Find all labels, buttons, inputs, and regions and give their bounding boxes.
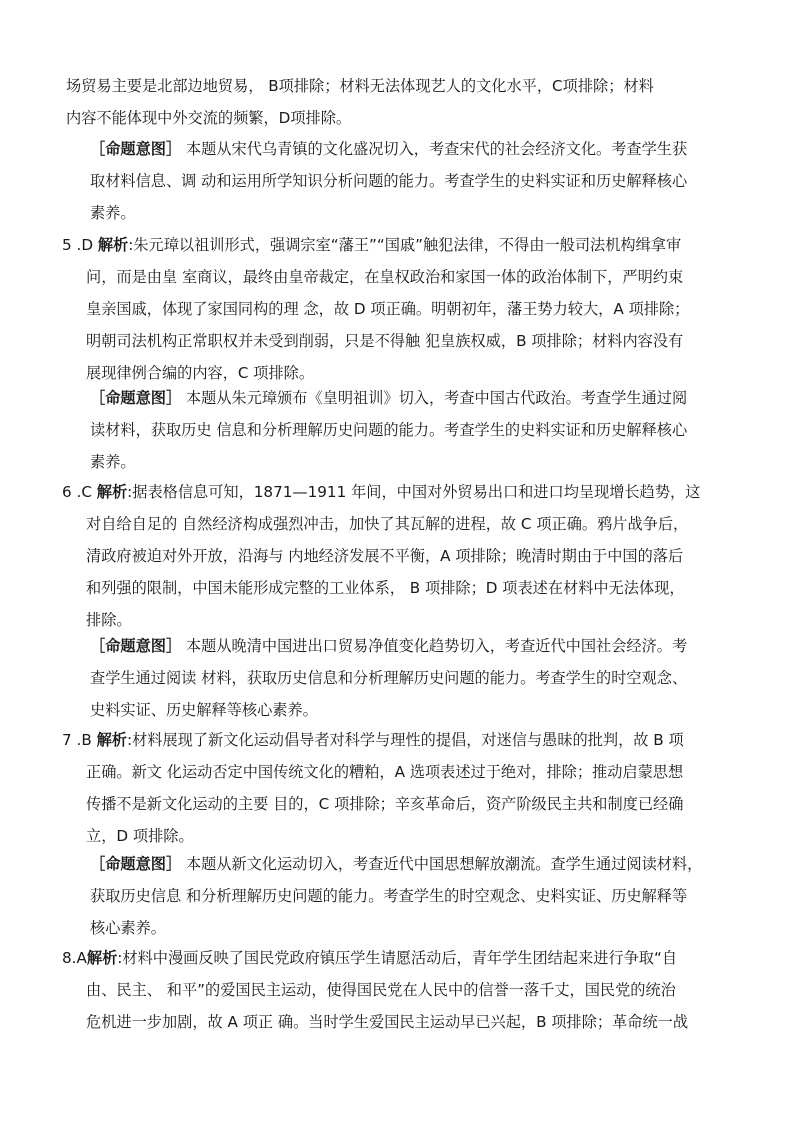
- intent-label: ［命题意图］: [90, 855, 182, 873]
- answer-paragraph-6: [62, 476, 724, 636]
- text-line: 明朝司法机构正常职权并未受到削弱，只是不得触 犯皇族权威，B 项排除；材料内容没有: [86, 332, 684, 350]
- intent-label: ［命题意图］: [90, 140, 182, 158]
- text-line: 传播不是新文化运动的主要 目的，C 项排除；辛亥革命后，资产阶级民主共和制度已经确: [86, 795, 684, 813]
- intent-label: ［命题意图］: [90, 389, 182, 407]
- answer-number: 8.A: [62, 949, 87, 967]
- text-line: 正确。新文 化运动否定中国传统文化的糟粕，A 选项表述过于绝对，排除；推动启蒙思想: [86, 763, 684, 781]
- answer-number: 6 .C: [62, 483, 92, 501]
- text-line: :朱元璋以祖训形式，强调宗室“藩王”“国戚”触犯法律，不得由一般司法机构缉拿审: [128, 236, 682, 254]
- text-line: :材料展现了新文化运动倡导者对科学与理性的提倡，对迷信与愚昧的批判，故 B 项: [126, 731, 684, 749]
- answer-number: 5 .D: [62, 236, 94, 254]
- text-line: 危机进一步加剧，故 A 项正 确。当时学生爱国民主运动早已兴起，B 项排除；革命统一战: [86, 1013, 689, 1031]
- text-line: 查学生通过阅读 材料，获取历史信息和分析理解历史问题的能力。考查学生的时空观念、: [90, 669, 688, 687]
- text-line: 和列强的限制，中国未能形成完整的工业体系， B 项排除；D 项表述在材料中无法体现，: [86, 579, 685, 597]
- text-line: 排除。: [86, 611, 132, 629]
- text-line: :据表格信息可知，1871—1911 年间，中国对外贸易出口和进口均呈现增长趋势，这: [127, 483, 701, 501]
- intent-paragraph: [66, 848, 728, 944]
- text-line: 对自给自足的 自然经济构成强烈冲击，加快了其瓦解的进程，故 C 项正确。鸦片战争后，: [86, 515, 689, 533]
- text-line: 展现律例合编的内容，C 项排除。: [86, 364, 315, 382]
- text-line: 皇亲国戚，体现了家国同构的理 念，故 D 项正确。明朝初年，藩王势力较大，A 项排除；: [86, 300, 690, 318]
- text-line: 立，D 项排除。: [86, 827, 194, 845]
- intro-paragraph: [66, 70, 728, 134]
- intent-paragraph: [66, 133, 728, 229]
- analysis-label: 解析: [97, 236, 129, 254]
- intent-paragraph: [66, 630, 728, 726]
- text-line: 本题从新文化运动切入，考查近代中国思想解放潮流。查学生通过阅读材料，: [181, 855, 703, 873]
- text-line: 素养。: [90, 453, 136, 471]
- answer-paragraph-8: [62, 942, 724, 1038]
- text-line: 读材料，获取历史 信息和分析理解历史问题的能力。考查学生的史料实证和历史解释核心: [90, 421, 688, 439]
- text-line: 问，而是由皇 室商议，最终由皇帝裁定，在皇权政治和家国一体的政治体制下，严明约束: [86, 268, 684, 286]
- text-line: 本题从朱元璋颁布《皇明祖训》切入，考查中国古代政治。考查学生通过阅: [181, 389, 688, 407]
- analysis-label: 解析: [96, 483, 128, 501]
- text-line: 核心素养。: [90, 919, 166, 937]
- answer-number: 7 .B: [62, 731, 92, 749]
- intent-paragraph: [66, 382, 728, 478]
- text-line: 获取历史信息 和分析理解历史问题的能力。考查学生的时空观念、史料实证、历史解释等: [90, 887, 688, 905]
- text-line: 取材料信息、调 动和运用所学知识分析问题的能力。考查学生的史料实证和历史解释核心: [90, 172, 688, 190]
- answer-paragraph-5: [62, 229, 724, 389]
- text-line: 内容不能体现中外交流的频繁，D项排除。: [66, 109, 352, 127]
- text-line: 本题从宋代乌青镇的文化盛况切入，考查宋代的社会经济文化。考查学生获: [181, 140, 688, 158]
- text-line: 由、民主、 和平”的爱国民主运动，使得国民党在人民中的信誉一落千丈，国民党的统治: [86, 981, 676, 999]
- text-line: 清政府被迫对外开放，沿海与 内地经济发展不平衡，A 项排除；晚清时期由于中国的落后: [86, 547, 684, 565]
- text-line: :材料中漫画反映了国民党政府镇压学生请愿活动后，青年学生团结起来进行争取“自: [117, 949, 678, 967]
- text-line: 场贸易主要是北部边地贸易， B项排除；材料无法体现艺人的文化水平，C项排除；材料: [66, 77, 654, 95]
- analysis-label: 解析: [96, 731, 127, 749]
- intent-label: ［命题意图］: [90, 637, 182, 655]
- text-line: 本题从晚清中国进出口贸易净值变化趋势切入，考查近代中国社会经济。考: [181, 637, 688, 655]
- text-line: 史料实证、历史解释等核心素养。: [90, 701, 318, 719]
- text-line: 素养。: [90, 204, 136, 222]
- analysis-label: 解析: [86, 949, 118, 967]
- answer-paragraph-7: [62, 724, 724, 852]
